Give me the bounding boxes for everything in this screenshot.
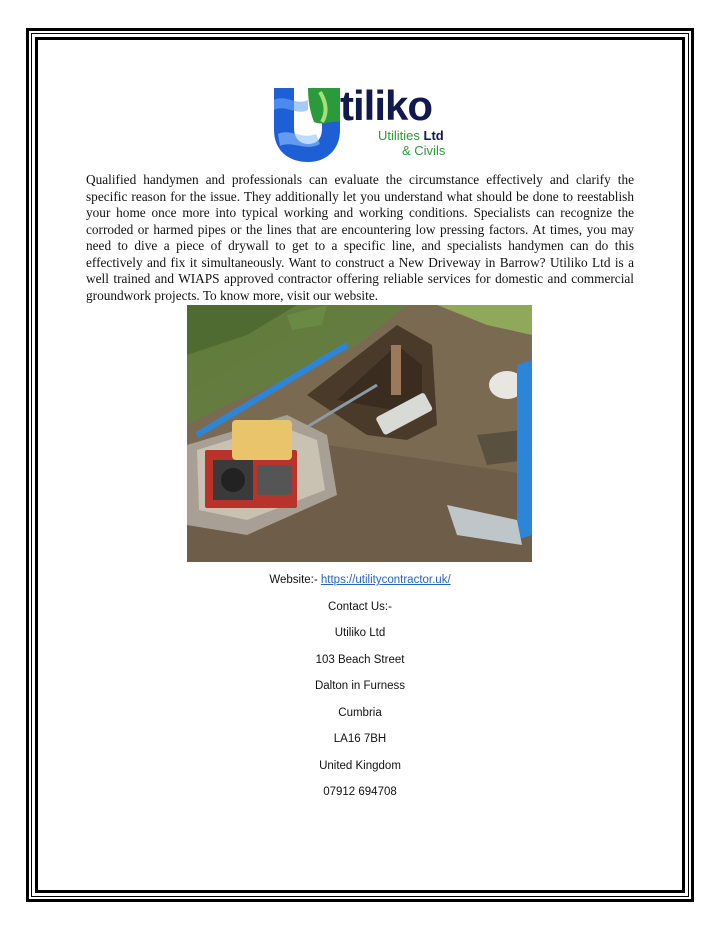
website-line: [180, 574, 540, 586]
u-logo-icon: [268, 82, 348, 162]
address-country: United Kingdom: [319, 760, 401, 772]
address-postcode: LA16 7BH: [333, 733, 387, 745]
address-county: Cumbria: [338, 707, 382, 719]
address-town: Dalton in Furness: [314, 680, 406, 692]
contact-heading: Contact Us:-: [328, 601, 392, 613]
utiliko-logo: [268, 82, 458, 162]
brand-tagline: Utilities Ltd: [378, 128, 444, 143]
phone-number: 07912 694708: [323, 786, 397, 798]
groundwork-photo: [187, 305, 532, 562]
brand-name: tiliko: [340, 82, 433, 129]
company-name: Utiliko Ltd: [334, 627, 386, 639]
description-paragraph: Qualified handymen and professionals can evaluate the circumstance effectively and clarify the specific reason for the issue. They additionally let you understand what should be done to reestablish your home once more into typical working and working conditions. Specialists can recognize the corroded or harmed pipes or the lines that are encountering low pressing factors. At times, you may need to dive a piece of drywall to get to a specific line, and specialists handymen can do this effectively and fix it simultaneously. Want to construct a New Driveway in Barrow? Utiliko Ltd is a well trained and WIAPS approved contractor offering reliable services for domestic and commercial groundwork projects. To know more, visit our website.: [86, 172, 634, 303]
website-link[interactable]: https://utilitycontractor.uk/: [320, 574, 451, 586]
address-street: 103 Beach Street: [315, 654, 405, 666]
website-label: Website:-: [269, 574, 318, 586]
brand-tagline-line2: & Civils: [402, 143, 446, 158]
